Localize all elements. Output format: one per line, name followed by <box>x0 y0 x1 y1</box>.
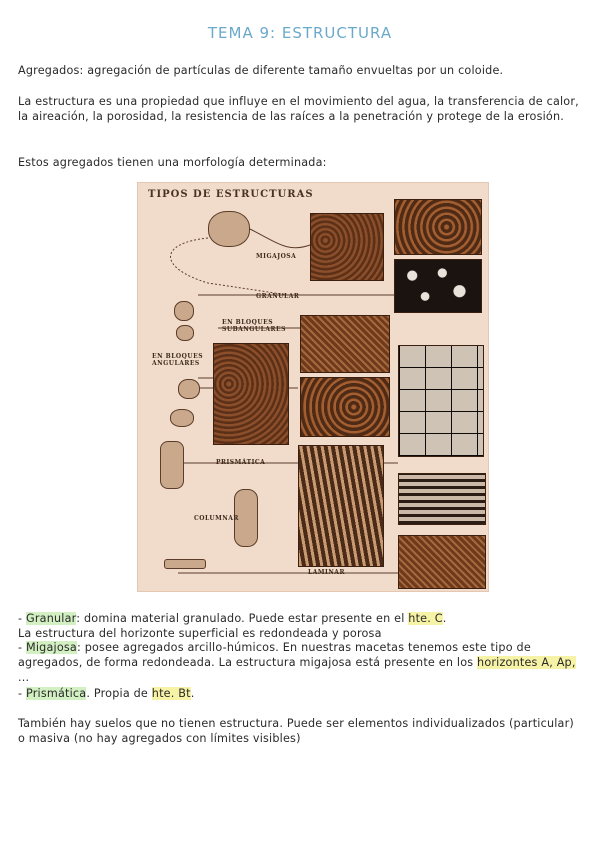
label-migajosa: MIGAJOSA <box>256 253 297 260</box>
prismatica-text-end: . <box>190 687 195 700</box>
angular-sketch-2 <box>170 409 194 427</box>
angular-sketch-1 <box>178 379 200 399</box>
granular-line2: La estructura del horizonte superficial es redondeada y porosa <box>18 627 382 640</box>
photo-columnar <box>298 445 384 567</box>
photo-migajosa <box>310 213 384 281</box>
photo-granular-1 <box>394 199 482 255</box>
label-bloques-subangulares: EN BLOQUES SUBANGULARES <box>222 319 286 333</box>
page-title: TEMA 9: ESTRUCTURA <box>207 24 393 42</box>
horizon-bt: hte. Bt <box>151 687 191 700</box>
paragraph-sin-estructura: También hay suelos que no tienen estructura. Puede ser elementos individualizados (particular) o masiva (no hay agregados con límites visibles) <box>18 717 574 745</box>
photo-subangular <box>300 315 390 373</box>
horizon-c: hte. C <box>408 612 443 625</box>
migajosa-text: : posee agregados arcillo-húmicos. En nuestras macetas tenemos este tipo de agregados, de forma redondeada. La estructura migajosa está presente en los <box>18 641 531 669</box>
label-columnar: COLUMNAR <box>194 515 239 522</box>
paragraph-estructura: La estructura es una propiedad que influye en el movimiento del agua, la transferencia de calor, la aireación, la porosidad, la resistencia de las raíces a la penetración y protege de la erosión. <box>18 95 579 123</box>
section-prismatica <box>18 686 584 701</box>
photo-angular <box>300 377 390 437</box>
term-granular: Granular <box>26 612 77 625</box>
granular-sketch <box>208 211 250 247</box>
subangular-sketch-1 <box>174 301 194 321</box>
photo-angular-large <box>213 343 289 445</box>
granular-text: : domina material granulado. Puede estar presente en el <box>76 612 409 625</box>
term-prismatica: Prismática <box>26 687 87 700</box>
photo-granular-2 <box>394 259 482 313</box>
bullet-dash: - <box>18 612 26 625</box>
bullet-dash: - <box>18 687 26 700</box>
label-laminar: LAMINAR <box>308 569 345 576</box>
prismatic-sketch <box>160 441 184 489</box>
photo-laminar-1 <box>398 473 486 525</box>
term-migajosa: Migajosa <box>26 641 77 654</box>
horizon-a-ap: horizontes A, Ap, <box>477 656 576 669</box>
subangular-sketch-2 <box>176 325 194 341</box>
label-bloques-angulares: EN BLOQUES ANGULARES <box>152 353 204 367</box>
figure-title: TIPOS DE ESTRUCTURAS <box>148 189 314 200</box>
section-migajosa <box>18 640 584 685</box>
paragraph-agregados: Agregados: agregación de partículas de diferente tamaño envueltas por un coloide. <box>18 64 504 77</box>
section-granular <box>18 611 584 641</box>
prismatica-text: . Propia de <box>86 687 152 700</box>
bullet-dash: - <box>18 641 26 654</box>
paragraph-morfologia: Estos agregados tienen una morfología determinada: <box>18 156 327 169</box>
label-prismatica: PRISMÁTICA <box>216 459 266 466</box>
laminar-sketch <box>164 559 206 569</box>
photo-laminar-2 <box>398 535 486 589</box>
migajosa-text-end: ... <box>18 671 30 684</box>
photo-prismatic-cracked <box>398 345 484 457</box>
granular-text-end: . <box>442 612 447 625</box>
structure-types-figure <box>137 182 489 592</box>
label-granular: GRANULAR <box>256 293 300 300</box>
